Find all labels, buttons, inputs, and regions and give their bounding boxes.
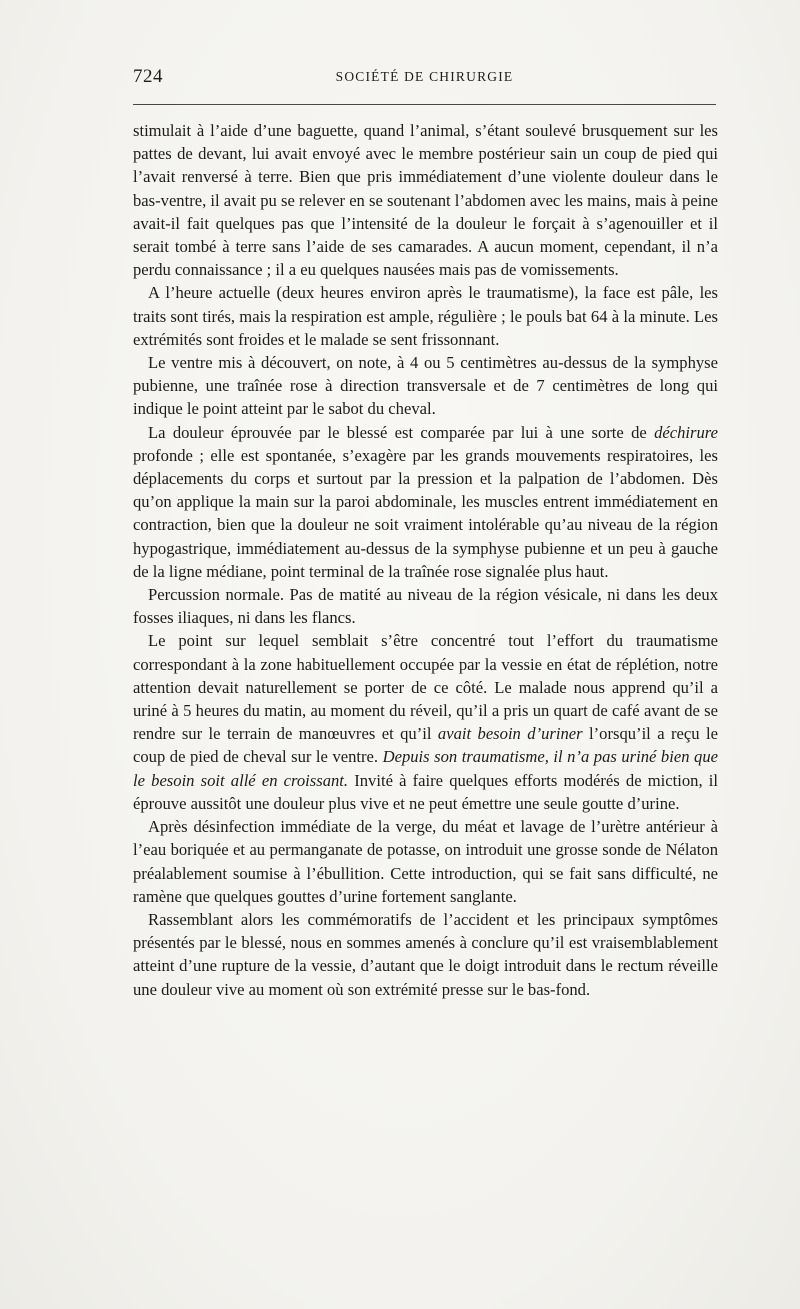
paragraph <box>133 815 718 908</box>
text-run: A l’heure actuelle (deux heures environ après le traumatisme), la face est pâle, les traits sont tirés, mais la respiration est ample, régulière ; le pouls bat 64 à la minute. Les extrémités sont froides et le malade se sent frissonnant. <box>133 283 718 349</box>
text-run: La douleur éprouvée par le blessé est comparée par lui à une sorte de <box>148 422 655 442</box>
italic-text: déchirure <box>654 422 718 442</box>
running-title: SOCIÉTÉ DE CHIRURGIE <box>335 69 514 84</box>
paragraph <box>133 908 718 1001</box>
italic-text: avait besoin d’uriner <box>437 724 583 744</box>
page-number: 724 <box>133 66 163 87</box>
text-run: Invité à faire quelques efforts modérés de miction, il éprouve aussitôt une douleur plus vive et ne peut émettre une seule goutte d’urine. <box>133 770 718 813</box>
text-run: Le ventre mis à découvert, on note, à 4 ou 5 centimètres au-dessus de la symphyse pubienne, une traînée rose à direction transversale et de 7 centimètres de long qui indique le point atteint par le sabot du cheval. <box>133 353 718 419</box>
text-run: l’orsqu’il a reçu le coup de pied de cheval sur le ventre. <box>133 724 718 767</box>
paragraph <box>133 629 718 815</box>
text-run: Rassemblant alors les commémoratifs de l’accident et les principaux symptômes présentés par le blessé, nous en sommes amenés à conclure qu’il est vraisemblablement atteint d’une rupture de la vessie, d’autant que le doigt introduit dans le rectum réveille une douleur vive au moment où son extrémité presse sur le bas-fond. <box>133 909 718 999</box>
paragraph <box>133 119 718 281</box>
text-run: Le point sur lequel semblait s’être concentré tout l’effort du traumatisme correspondant à la zone habituellement occupée par la vessie en état de réplétion, notre attention devait naturellement se porter de ce côté. Le malade nous apprend qu’il a uriné à 5 heures du matin, au moment du réveil, qu’il a pris un quart de café avant de se rendre sur le terrain de manœuvres et qu’il <box>133 631 718 744</box>
italic-text: Depuis son traumatisme, il n’a pas uriné bien que le besoin soit allé en croissant. <box>133 747 718 790</box>
text-run: stimulait à l’aide d’une baguette, quand l’animal, s’étant soulevé brusquement sur les pattes de devant, lui avait envoyé avec le membre postérieur sain un coup de pied qui l’avait renversé à terre. Bien que pris immédiatement d’une violente douleur dans le bas-ventre, il avait pu se relever en se soutenant l’abdomen avec les mains, mais à peine avait-il fait quelques pas que l’intensité de la douleur le forçait à s’agenouiller et il serait tombé à terre sans l’aide de ses camarades. A aucun moment, cependant, il n’a perdu connaissance ; il a eu quelques nausées mais pas de vomissements. <box>133 121 718 280</box>
page-header <box>133 66 716 92</box>
paragraph <box>133 351 718 421</box>
text-run: Percussion normale. Pas de matité au niveau de la région vésicale, ni dans les deux fosses iliaques, ni dans les flancs. <box>133 585 718 628</box>
paragraph <box>133 583 718 629</box>
paragraph <box>133 421 718 583</box>
body-text <box>133 119 718 1001</box>
text-run: profonde ; elle est spontanée, s’exagère par les grands mouvements respiratoires, les déplacements du corps et surtout par la pression et la palpation de l’abdomen. Dès qu’on applique la main sur la paroi abdominale, les muscles entrent immédiatement en contraction, bien que la douleur ne soit vraiment intolérable qu’au niveau de la région hypogastrique, immédiatement au-dessus de la symphyse pubienne et un peu à gauche de la ligne médiane, point terminal de la traînée rose signalée plus haut. <box>133 445 718 581</box>
text-run: Après désinfection immédiate de la verge, du méat et lavage de l’urètre antérieur à l’eau boriquée et au permanganate de potasse, on introduit une grosse sonde de Nélaton préalablement soumise à l’ébullition. Cette introduction, qui se fait sans difficulté, ne ramène que quelques gouttes d’urine fortement sanglante. <box>133 817 718 906</box>
header-rule <box>133 104 716 105</box>
paragraph <box>133 281 718 351</box>
